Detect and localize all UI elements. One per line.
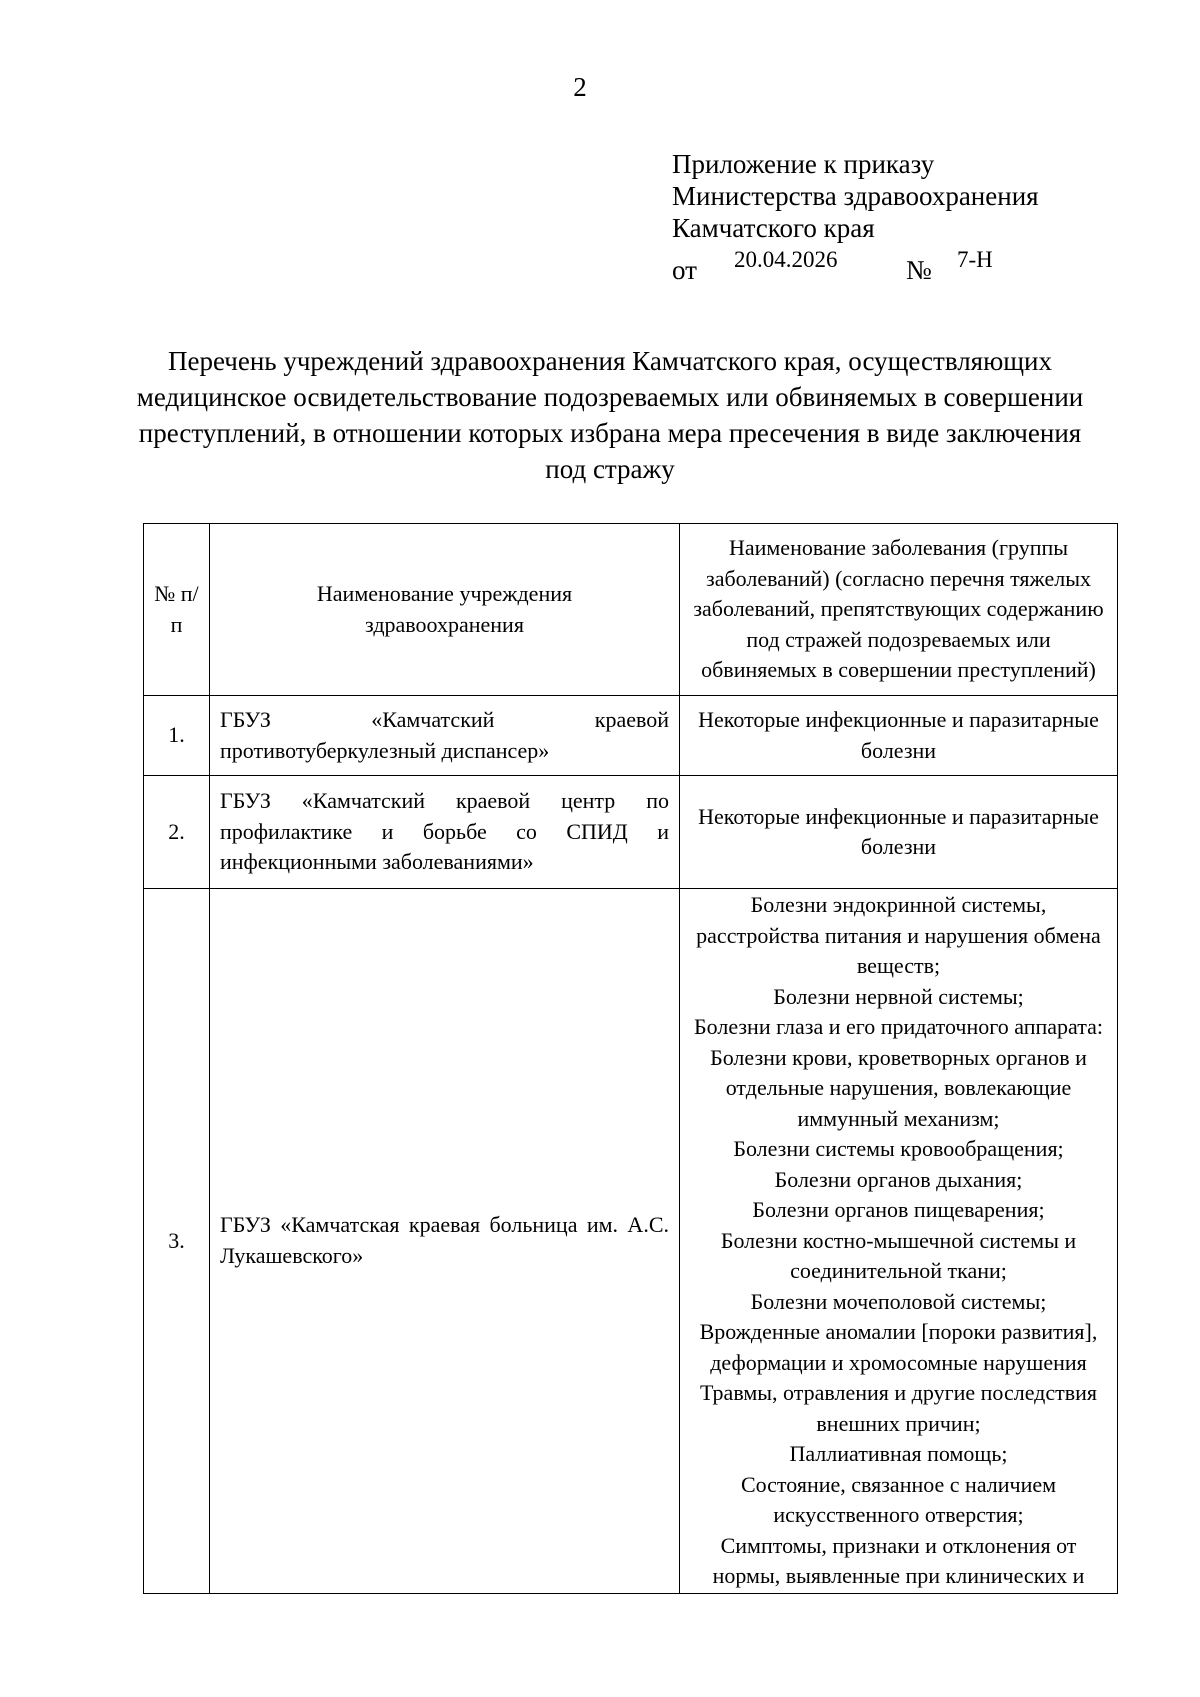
appendix-line-1: Приложение к приказу xyxy=(672,149,935,179)
table-row xyxy=(144,889,1118,1594)
appendix-line-2: Министерства здравоохранения xyxy=(672,181,1039,211)
disease-item: Болезни мочеполовой системы; xyxy=(750,1288,1047,1314)
from-label: от xyxy=(672,255,697,285)
disease-item: Некоторые инфекционные и паразитарные болезни xyxy=(698,803,1099,859)
row-diseases xyxy=(680,889,1118,1594)
order-number: 7-Н xyxy=(957,247,993,272)
row-diseases xyxy=(680,776,1118,889)
disease-item: Состояние, связанное с наличием искусственного отверстия; xyxy=(740,1471,1057,1527)
disease-item: Паллиативная помощь; xyxy=(789,1441,1008,1466)
number-sign: № xyxy=(906,255,932,285)
document-title: Перечень учреждений здравоохранения Камчатского края, осуществляющих медицинское освидетельствование подозреваемых или обвиняемых в совершении преступлений, в отношении которых избрана мера пресечения в виде заключения под стражу xyxy=(136,346,1084,484)
disease-item: Травмы, отравления и другие последствия внешних причин; xyxy=(699,1380,1098,1436)
row-num: 1. xyxy=(144,696,210,776)
disease-item: Симптомы, признаки и отклонения от нормы, выявленные при клинических и xyxy=(712,1532,1085,1588)
disease-item: Болезни крови, кроветворных органов и отдельные нарушения, вовлекающие иммунный механизм; xyxy=(710,1044,1087,1131)
order-date-row xyxy=(672,244,1039,284)
table-header-row xyxy=(144,524,1118,696)
disease-item: Некоторые инфекционные и паразитарные болезни xyxy=(698,707,1099,763)
row-institution: ГБУЗ «Камчатский краевой центр по профилактике и борьбе со СПИД и инфекционными заболеваниями» xyxy=(210,776,680,889)
table-row xyxy=(144,776,1118,889)
disease-item: Болезни органов пищеварения; xyxy=(752,1197,1045,1222)
row-institution: ГБУЗ «Камчатский краевой противотуберкулезный диспансер» xyxy=(210,696,680,776)
appendix-header xyxy=(672,148,1039,284)
disease-item: Болезни глаза и его придаточного аппарата: xyxy=(694,1014,1103,1039)
header-institution: Наименование учреждения здравоохранения xyxy=(210,524,680,696)
row-num: 3. xyxy=(144,889,210,1594)
appendix-line-3: Камчатского края xyxy=(672,213,875,243)
row-num: 2. xyxy=(144,776,210,889)
disease-item: Врожденные аномалии [пороки развития], деформации и хромосомные нарушения xyxy=(699,1319,1098,1375)
disease-item: Болезни нервной системы; xyxy=(773,983,1024,1009)
row-institution: ГБУЗ «Камчатская краевая больница им. А.С. Лукашевского» xyxy=(210,889,680,1594)
institutions-table xyxy=(143,523,1118,1594)
disease-item: Болезни системы кровообращения; xyxy=(733,1136,1064,1161)
page-number: 2 xyxy=(573,72,587,102)
header-disease: Наименование заболевания (группы заболеваний) (согласно перечня тяжелых заболеваний, препятствующих содержанию под стражей подозреваемых или обвиняемых в совершении преступлений) xyxy=(680,524,1118,696)
disease-item: Болезни эндокринной системы, расстройства питания и нарушения обмена веществ; xyxy=(696,892,1101,978)
header-num: № п/п xyxy=(144,524,210,696)
order-date: 20.04.2026 xyxy=(734,247,838,272)
row-diseases xyxy=(680,696,1118,776)
disease-item: Болезни органов дыхания; xyxy=(774,1166,1023,1192)
disease-item: Болезни костно-мышечной системы и соединительной ткани; xyxy=(720,1227,1077,1283)
table-row xyxy=(144,696,1118,776)
